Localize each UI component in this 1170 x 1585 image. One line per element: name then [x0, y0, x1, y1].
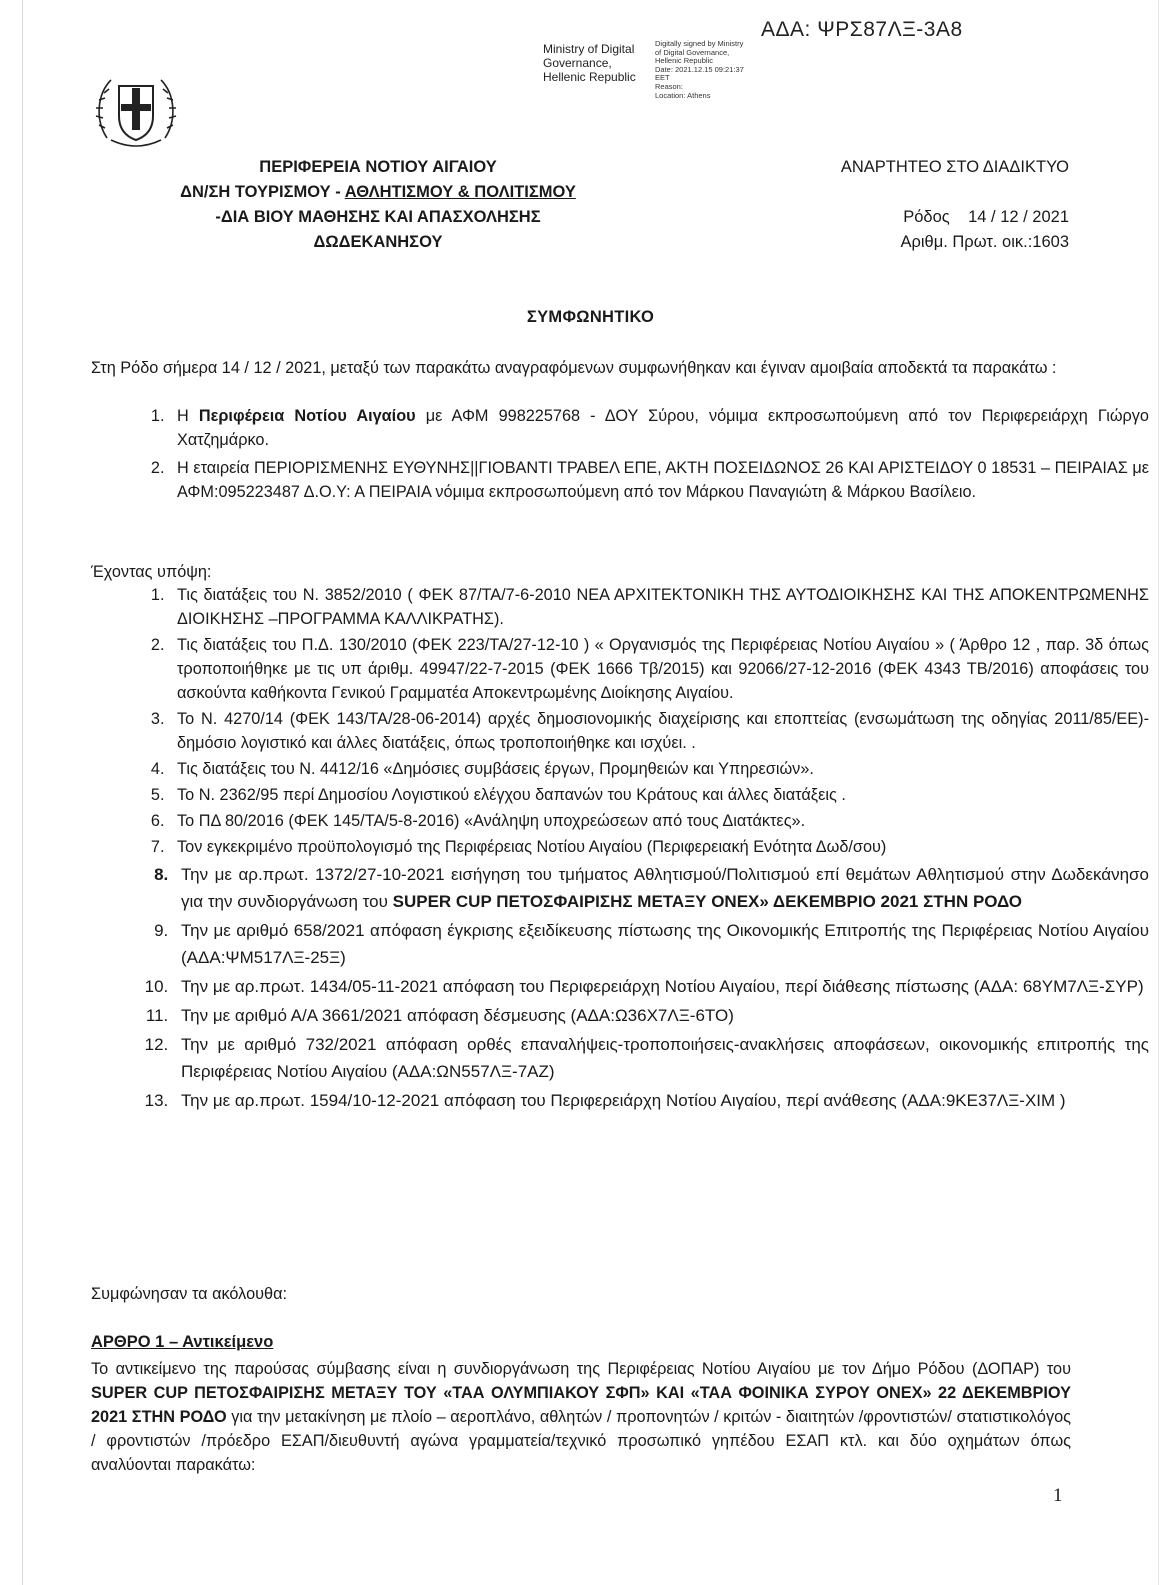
- considerations-label: Έχοντας υπόψη:: [91, 563, 212, 581]
- article-1-text: Το αντικείμενο της παρούσας σύμβασης είναι η συνδιοργάνωση της Περιφέρειας Νοτίου Αιγαίου με τον Δήμο Ρόδου (ΔΟΠΑΡ) του: [91, 1360, 1071, 1378]
- party-item: 1. Η Περιφέρεια Νοτίου Αιγαίου με ΑΦΜ 998225768 - ΔΟΥ Σύρου, νόμιμα εκπροσωπούμενη από τον Περιφερειάρχη Γιώργο Χατζημάρκο.: [169, 404, 1149, 452]
- consideration-item: 9. Την με αριθμό 658/2021 απόφαση έγκρισης εξειδίκευσης πίστωσης της Οικονομικής Επιτροπής της Περιφέρειας Νοτίου Αιγαίου (ΑΔΑ:ΨΜ517ΛΞ-25Ξ): [173, 917, 1149, 971]
- directorate-underlined: ΑΘΛΗΤΙΣΜΟΥ & ΠΟΛΙΤΙΣΜΟΥ: [344, 183, 576, 201]
- party-item: 2. Η εταιρεία ΠΕΡΙΟΡΙΣΜΕΝΗΣ ΕΥΘΥΝΗΣ||ΓΙΟΒΑΝΤΙ ΤΡΑΒΕΛ ΕΠΕ, ΑΚΤΗ ΠΟΣΕΙΔΩΝΟΣ 26 ΚΑΙ ΑΡΙΣΤΕΙΔΟΥ 0 18531 – ΠΕΙΡΑΙΑΣ με ΑΦΜ:095223487 Δ.Ο.Υ: Α ΠΕΙΡΑΙΑ νόμιμα εκπροσωπούμενη από τον Μάρκου Παναγιώτη & Μάρκου Βασίλειο.: [169, 456, 1149, 504]
- signature-org: Ministry of Digital Governance, Hellenic Republic: [543, 42, 636, 84]
- prefecture-name: ΔΩΔΕΚΑΝΗΣΟΥ: [313, 233, 443, 251]
- consideration-item: 8. Την με αρ.πρωτ. 1372/27-10-2021 εισήγηση του τμήματος Αθλητισμού/Πολιτισμού επί θεμάτων Αθλητισμού στην Δωδεκάνησο για την συνδιοργάνωση του SUPER CUP ΠΕΤΟΣΦΑΙΡΙΣΗΣ ΜΕΤΑΞΥ ΟΝΕΧ» ΔΕΚΕΜΒΡΙΟ 2021 ΣΤΗΝ ΡΟΔΟ: [173, 861, 1149, 915]
- signature-line: Reason:: [655, 81, 683, 91]
- consideration-item: 4. Τις διατάξεις του Ν. 4412/16 «Δημόσιες συμβάσεις έργων, Προμηθειών και Υπηρεσιών».: [169, 757, 1149, 781]
- document-title: ΣΥΜΦΩΝΗΤΙΚΟ: [526, 308, 655, 326]
- article-1-body: [91, 1357, 1071, 1477]
- article-1-heading: ΑΡΘΡΟ 1 – Αντικείμενο: [91, 1333, 274, 1351]
- directorate-line: [153, 180, 603, 205]
- greek-coat-of-arms-emblem: [93, 68, 179, 154]
- document-meta: [803, 155, 1069, 255]
- protocol-number: Αριθμ. Πρωτ. οικ.:1603: [900, 233, 1069, 251]
- consideration-item: 12. Την με αριθμό 732/2021 απόφαση ορθές επαναλήψεις-τροποποιήσεις-ανακλήσεις αποφάσεων, οικονομικής επιτροπής της Περιφέρειας Νοτίου Αιγαίου (ΑΔΑ:ΩΝ557ΛΞ-7ΑΖ): [173, 1031, 1149, 1085]
- directorate-prefix: ΔΝ/ΣΗ ΤΟΥΡΙΣΜΟΥ -: [180, 183, 345, 201]
- article-1-event: SUPER CUP ΠΕΤΟΣΦΑΙΡΙΣΗΣ ΜΕΤΑΞΥ ΤΟΥ «ΤΑΑ ΟΛΥΜΠΙΑΚΟΥ ΣΦΠ» ΚΑΙ «ΤΑΑ ΦΟΙΝΙΚΑ ΣΥΡΟΥ ΟΝΕΧ» 22 ΔΕΚΕΜΒΡΙΟΥ 2021 ΣΤΗΝ ΡΟΔΟ: [91, 1384, 1071, 1426]
- consideration-item: 6. Το ΠΔ 80/2016 (ΦΕΚ 145/ΤΑ/5-8-2016) «Ανάληψη υποχρεώσεων από τους Διατάκτες».: [169, 809, 1149, 833]
- intro-paragraph: Στη Ρόδο σήμερα 14 / 12 / 2021, μεταξύ των παρακάτω αναγραφόμενων συμφωνήθηκαν και έγιναν αμοιβαία αποδεκτά τα παρακάτω :: [91, 359, 1057, 377]
- region-name: ΠΕΡΙΦΕΡΕΙΑ ΝΟΤΙΟΥ ΑΙΓΑΙΟΥ: [259, 158, 497, 176]
- consideration-item: 3. Το Ν. 4270/14 (ΦΕΚ 143/ΤΑ/28-06-2014) αρχές δημοσιονομικής διαχείρισης και εποπτείας (ενσωμάτωση της οδηγίας 2011/85/ΕΕ)- δημόσιο λογιστικό και άλλες διατάξεις, όπως τροποποιήθηκε και ισχύει. .: [169, 707, 1149, 755]
- considerations-list: [91, 583, 1149, 1116]
- consideration-item: 13. Την με αρ.πρωτ. 1594/10-12-2021 απόφαση του Περιφερειάρχη Νοτίου Αιγαίου, περί ανάθεσης (ΑΔΑ:9ΚΕ37ΛΞ-ΧΙΜ ): [173, 1087, 1149, 1114]
- issuer-header: [153, 155, 603, 255]
- directorate-line-2: -ΔΙΑ ΒΙΟΥ ΜΑΘΗΣΗΣ ΚΑΙ ΑΠΑΣΧΟΛΗΣΗΣ: [215, 208, 541, 226]
- agreement-label: Συμφώνησαν τα ακόλουθα:: [91, 1285, 288, 1303]
- consideration-item: 11. Την με αριθμό Α/Α 3661/2021 απόφαση δέσμευσης (ΑΔΑ:Ω36Χ7ΛΞ-6ΤΟ): [173, 1002, 1149, 1029]
- consideration-item: 5. Το Ν. 2362/95 περί Δημοσίου Λογιστικού ελέγχου δαπανών του Κράτους και άλλες διατάξεις .: [169, 783, 1149, 807]
- spacer: [803, 180, 1069, 205]
- article-1-text-end: για την μετακίνηση με πλοίο – αεροπλάνο, αθλητών / προπονητών / κριτών - διαιτητών /φροντιστών/ στατιστικολόγος / φροντιστών /πρόεδρο ΕΣΑΠ/διευθυντή αγώνα γραμματεία/τεχνικό προσωπικό γηπέδου ΕΣΑΠ κτλ. και δύο οχημάτων όπως αναλύονται παρακάτω:: [91, 1408, 1072, 1474]
- signature-line: Date: 2021.12.15 09:21:37: [655, 64, 744, 74]
- signature-line: Hellenic Republic: [655, 56, 713, 66]
- consideration-item: 10. Την με αρ.πρωτ. 1434/05-11-2021 απόφαση του Περιφερειάρχη Νοτίου Αιγαίου, περί διάθεσης πίστωσης (ΑΔΑ: 68ΥΜ7ΛΞ-ΣΥΡ): [173, 973, 1149, 1000]
- consideration-item: 1. Τις διατάξεις του Ν. 3852/2010 ( ΦΕΚ 87/ΤΑ/7-6-2010 ΝΕΑ ΑΡΧΙΤΕΚΤΟΝΙΚΗ ΤΗΣ ΑΥΤΟΔΙΟΙΚΗΣΗΣ ΚΑΙ ΤΗΣ ΑΠΟΚΕΝΤΡΩΜΕΝΗΣ ΔΙΟΙΚΗΣΗΣ –ΠΡΟΓΡΑΜΜΑ ΚΑΛΛΙΚΡΑΤΗΣ).: [169, 583, 1149, 631]
- consideration-item: 2. Τις διατάξεις του Π.Δ. 130/2010 (ΦΕΚ 223/ΤΑ/27-12-10 ) « Οργανισμός της Περιφέρειας Νοτίου Αιγαίου » ( Άρθρο 12 , παρ. 3δ όπως τροποποιήθηκε με τις υπ άριθμ. 49947/22-7-2015 (ΦΕΚ 1666 Τβ/2015) και 92066/27-12-2016 (ΦΕΚ 4343 ΤΒ/2016) αποφάσεις του ασκούντα καθήκοντα Γενικού Γραμματέα Αποκεντρωμένης Διοίκησης Αιγαίου.: [169, 633, 1149, 705]
- parties-list: [91, 404, 1149, 508]
- ada-code: ΑΔΑ: ΨΡΣ87ΛΞ-3Α8: [761, 18, 963, 41]
- place-date: Ρόδος 14 / 12 / 2021: [903, 208, 1069, 226]
- signature-line: of Digital Governance,: [655, 47, 730, 57]
- page-number: 1: [1053, 1485, 1063, 1506]
- signature-line: Digitally signed by Ministry: [655, 39, 744, 48]
- signature-line: EET: [655, 73, 670, 83]
- publish-notice: ΑΝΑΡΤΗΤΕΟ ΣΤΟ ΔΙΑΔΙΚΤΥΟ: [840, 158, 1069, 176]
- signature-detail: [655, 40, 775, 100]
- document-page: [22, 0, 1159, 1585]
- signature-line: Location: Athens: [655, 90, 711, 100]
- consideration-item: 7. Τον εγκεκριμένο προϋπολογισμό της Περιφέρειας Νοτίου Αιγαίου (Περιφερειακή Ενότητα Δωδ/σου): [169, 835, 1149, 859]
